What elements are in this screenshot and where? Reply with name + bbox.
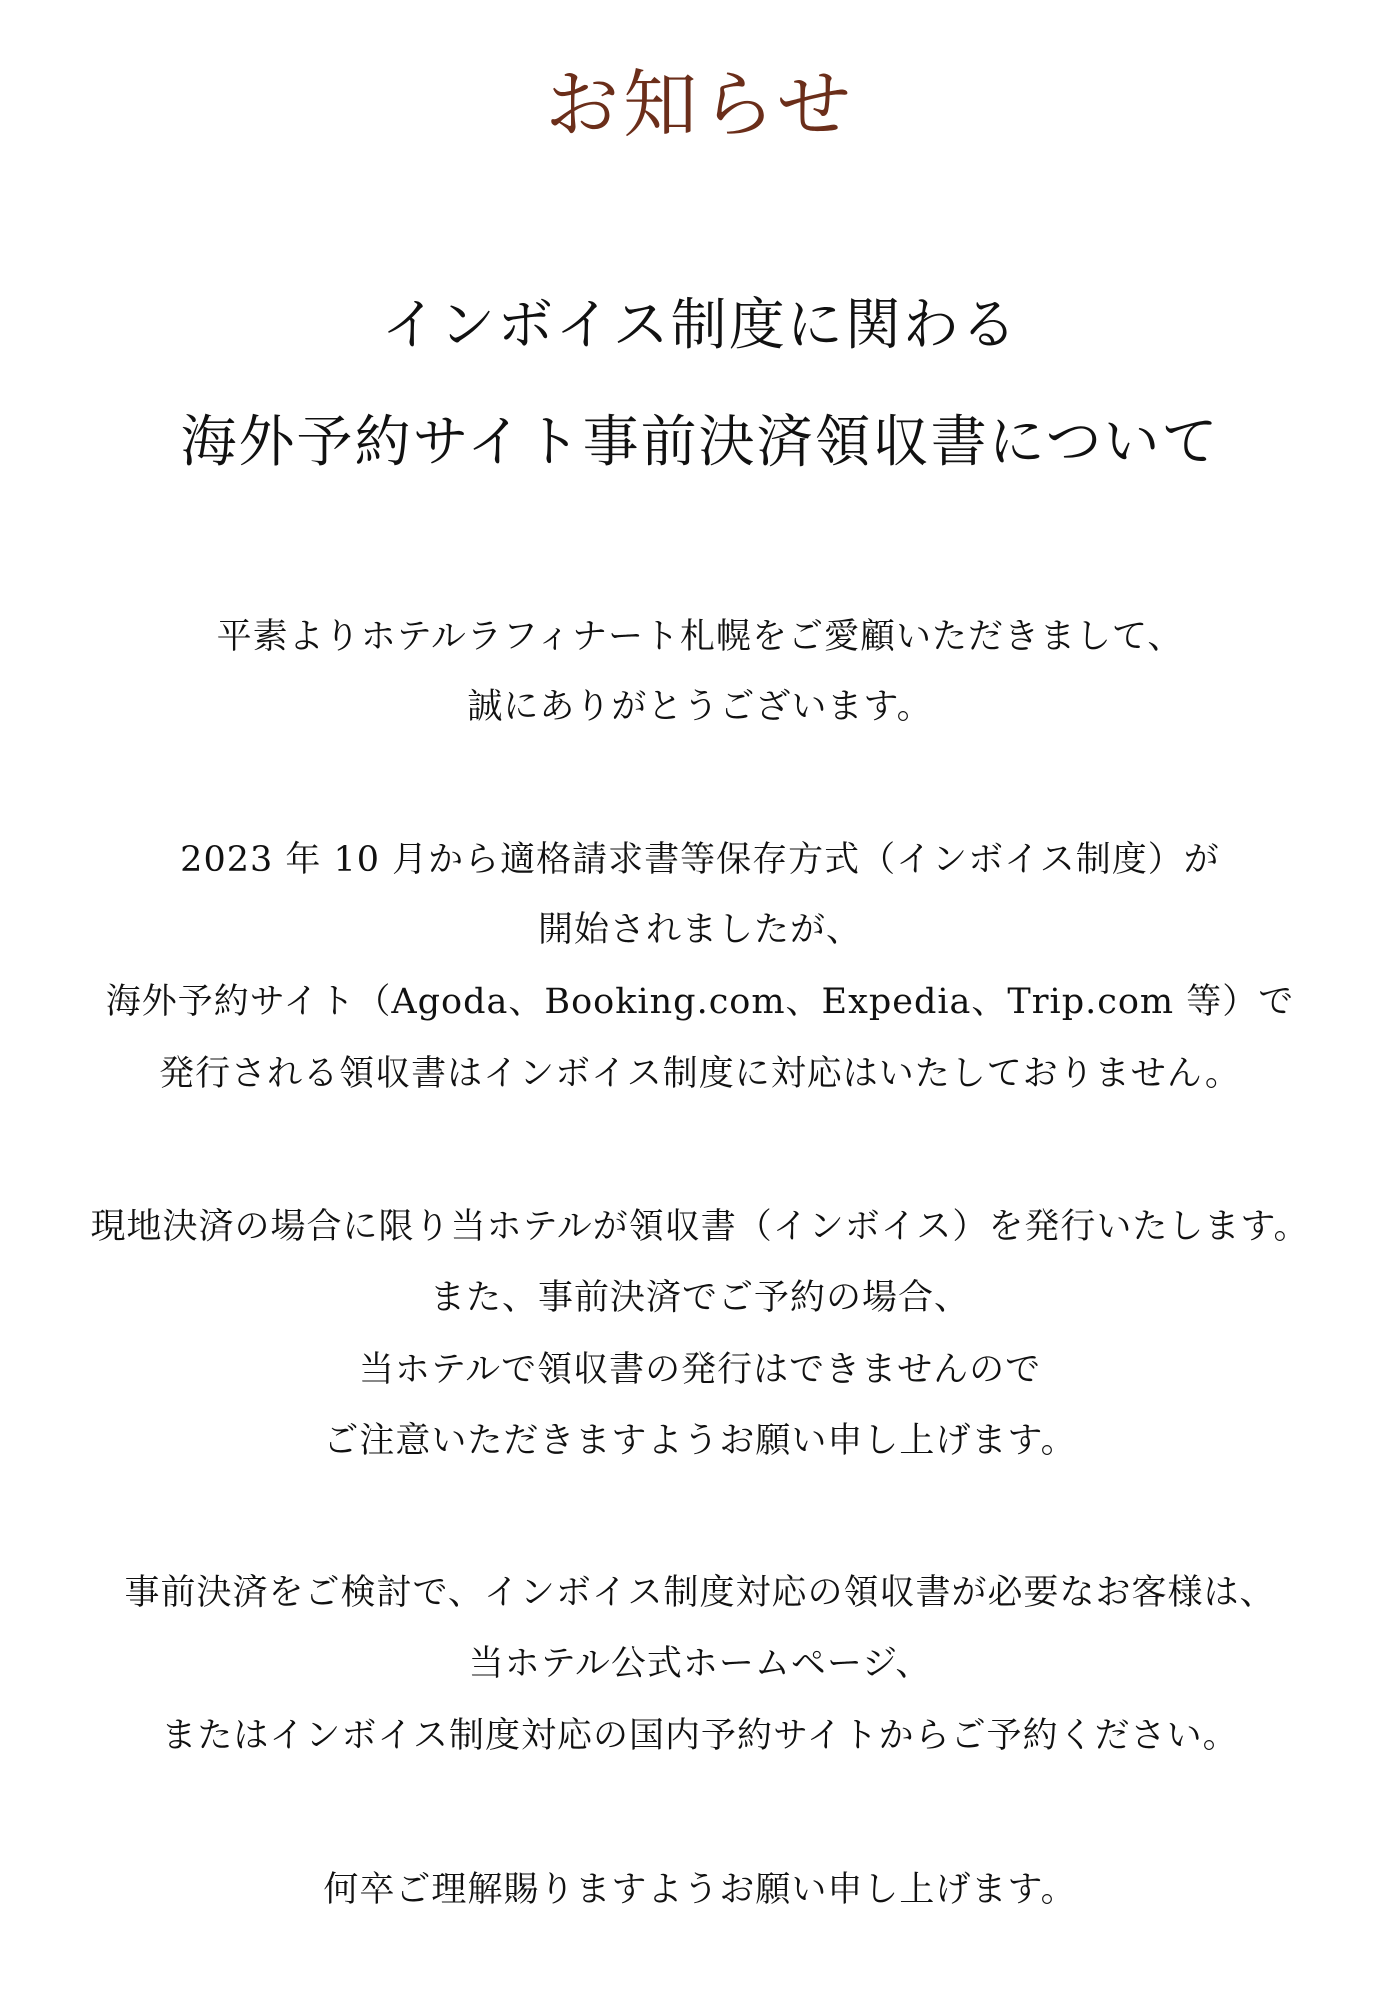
paragraph-1-line-2: 誠にありがとうございます。 bbox=[467, 687, 933, 727]
heading-line-1: インボイス制度に関わる bbox=[381, 293, 1019, 358]
paragraph-2-line-4: 発行される領収書はインボイス制度に対応はいたしておりません。 bbox=[159, 1054, 1241, 1094]
notice-title: お知らせ bbox=[545, 62, 855, 148]
paragraph-3-line-2: また、事前決済でご予約の場合、 bbox=[429, 1278, 970, 1318]
paragraph-4-line-1: 事前決済をご検討で、インボイス制度対応の領収書が必要なお客様は、 bbox=[124, 1573, 1276, 1613]
paragraph-2-line-2: 開始されましたが、 bbox=[537, 910, 862, 950]
paragraph-3-line-4: ご注意いただきますようお願い申し上げます。 bbox=[323, 1421, 1077, 1461]
heading-line-2: 海外予約サイト事前決済領収書について bbox=[180, 410, 1220, 475]
paragraph-2-line-1: 2023 年 10 月から適格請求書等保存方式（インボイス制度）が bbox=[180, 840, 1220, 880]
paragraph-2-line-3: 海外予約サイト（Agoda、Booking.com、Expedia、Trip.com 等）で bbox=[105, 982, 1295, 1022]
paragraph-1-line-1: 平素よりホテルラフィナート札幌をご愛顧いただきまして、 bbox=[216, 617, 1184, 657]
paragraph-3-line-1: 現地決済の場合に限り当ホテルが領収書（インボイス）を発行いたします。 bbox=[90, 1207, 1310, 1247]
paragraph-5-line-1: 何卒ご理解賜りますようお願い申し上げます。 bbox=[323, 1870, 1077, 1910]
paragraph-4-line-3: またはインボイス制度対応の国内予約サイトからご予約ください。 bbox=[161, 1716, 1239, 1756]
paragraph-3-line-3: 当ホテルで領収書の発行はできませんので bbox=[358, 1350, 1042, 1390]
paragraph-4-line-2: 当ホテル公式ホームページ、 bbox=[468, 1644, 932, 1684]
